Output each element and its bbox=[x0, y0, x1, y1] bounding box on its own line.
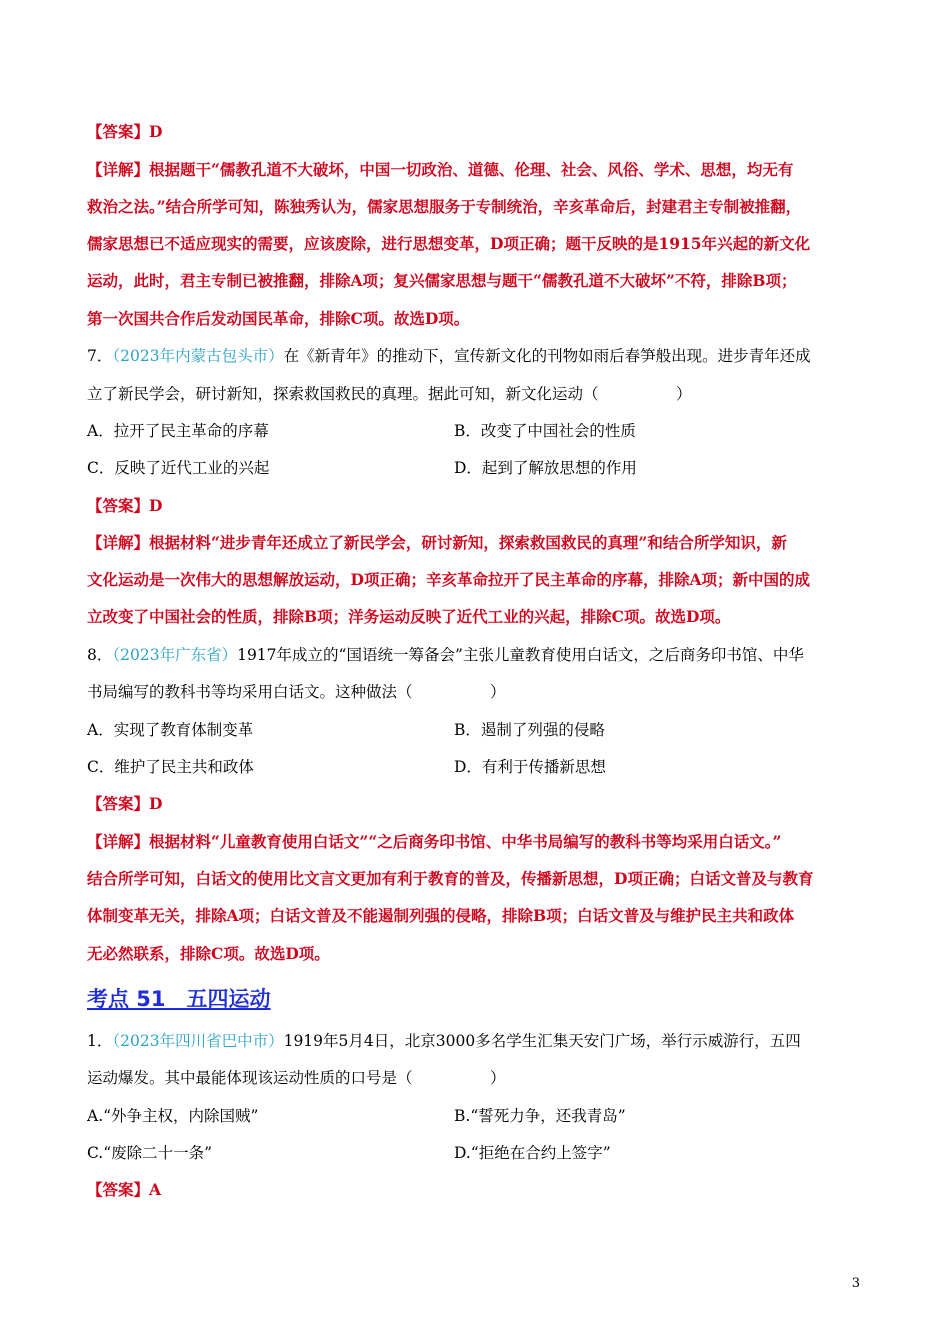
detail-line: 结合所学可知，白话文的使用比文言文更加有利于教育的普及，传播新思想，D项正确；白话文普及与教育 bbox=[87, 869, 814, 888]
detail-label: 【详解】 bbox=[87, 160, 150, 179]
question-line: 立了新民学会，研讨新知，探索救国救民的真理。据此可知，新文化运动（ ） bbox=[87, 385, 692, 403]
answer-line bbox=[87, 794, 865, 814]
detail-line bbox=[87, 533, 865, 553]
detail-line: 儒家思想已不适应现实的需要，应该废除，进行思想变革，D项正确；题干反映的是1915年兴起的新文化 bbox=[87, 234, 811, 253]
detail-line: 第一次国共合作后发动国民革命，排除C项。故选D项。 bbox=[87, 309, 470, 328]
option-c: C．反映了近代工业的兴起 bbox=[87, 459, 270, 477]
answer-value: D bbox=[149, 122, 163, 141]
answer-label: 【答案】 bbox=[87, 1180, 150, 1199]
page-number: 3 bbox=[851, 1276, 860, 1291]
answer-line bbox=[87, 122, 865, 142]
question-line bbox=[87, 346, 865, 366]
detail-line: 运动，此时，君主专制已被推翻，排除A项；复兴儒家思想与题干“儒教孔道不大破坏”不符，排除B项； bbox=[87, 271, 797, 290]
detail-label: 【详解】 bbox=[87, 533, 150, 552]
answer-label: 【答案】 bbox=[87, 122, 150, 141]
question-text: 在《新青年》的推动下，宣传新文化的刊物如雨后春笋般出现。进步青年还成 bbox=[283, 347, 811, 365]
answer-line bbox=[87, 496, 865, 516]
detail-line: 体制变革无关，排除A项；白话文普及不能遏制列强的侵略，排除B项；白话文普及与维护民主共和政体 bbox=[87, 906, 795, 925]
detail-line: 无必然联系，排除C项。故选D项。 bbox=[87, 944, 330, 963]
detail-line bbox=[87, 160, 865, 180]
question-line bbox=[87, 1031, 865, 1051]
detail-line: 救治之法。”结合所学可知，陈独秀认为，儒家思想服务于专制统治，辛亥革命后，封建君主专制被推翻， bbox=[87, 197, 802, 216]
answer-value: D bbox=[149, 794, 163, 813]
detail-text: 根据材料“儿童教育使用白话文”“之后商务印书馆、中华书局编写的教科书等均采用白话文。” bbox=[149, 832, 782, 851]
question-number: 7． bbox=[87, 347, 113, 365]
question-text: 1919年5月4日，北京3000多名学生汇集天安门广场，举行示威游行，五四 bbox=[283, 1032, 801, 1050]
question-number: 1． bbox=[87, 1032, 113, 1050]
question-line: 书局编写的教科书等均采用白话文。这种做法（ ） bbox=[87, 683, 506, 701]
detail-line bbox=[87, 832, 865, 852]
question-line: 运动爆发。其中最能体现该运动性质的口号是（ ） bbox=[87, 1069, 506, 1087]
answer-label: 【答案】 bbox=[87, 496, 150, 515]
question-number: 8． bbox=[87, 646, 113, 664]
option-d: D．起到了解放思想的作用 bbox=[454, 459, 637, 477]
answer-value: D bbox=[149, 496, 163, 515]
answer-value: A bbox=[149, 1180, 162, 1199]
option-c: C.“废除二十一条” bbox=[87, 1144, 213, 1162]
option-b: B．改变了中国社会的性质 bbox=[454, 422, 636, 440]
question-source: （2023年四川省巴中市） bbox=[112, 1032, 284, 1050]
question-line bbox=[87, 645, 865, 665]
question-source: （2023年广东省） bbox=[112, 646, 238, 664]
option-a: A．实现了教育体制变革 bbox=[87, 721, 254, 739]
option-d: D.“拒绝在合约上签字” bbox=[454, 1144, 611, 1162]
question-text: 1917年成立的“国语统一筹备会”主张儿童教育使用白话文，之后商务印书馆、中华 bbox=[237, 646, 804, 664]
detail-text: 根据题干“儒教孔道不大破坏，中国一切政治、道德、伦理、社会、风俗、学术、思想，均无有 bbox=[149, 160, 794, 179]
option-a: A．拉开了民主革命的序幕 bbox=[87, 422, 269, 440]
detail-text: 根据材料“进步青年还成立了新民学会，研讨新知，探索救国救民的真理”和结合所学知识，新 bbox=[149, 533, 787, 552]
question-source: （2023年内蒙古包头市） bbox=[112, 347, 284, 365]
detail-line: 立改变了中国社会的性质，排除B项；洋务运动反映了近代工业的兴起，排除C项。故选D项。 bbox=[87, 607, 731, 626]
detail-line: 文化运动是一次伟大的思想解放运动，D项正确；辛亥革命拉开了民主革命的序幕，排除A项；新中国的成 bbox=[87, 570, 810, 589]
section-heading: 考点 51 五四运动 bbox=[87, 987, 271, 1011]
option-a: A.“外争主权，内除国贼” bbox=[87, 1107, 259, 1125]
answer-label: 【答案】 bbox=[87, 794, 150, 813]
option-b: B.“誓死力争，还我青岛” bbox=[454, 1107, 626, 1125]
option-d: D．有利于传播新思想 bbox=[454, 758, 606, 776]
option-b: B．遏制了列强的侵略 bbox=[454, 721, 605, 739]
detail-label: 【详解】 bbox=[87, 832, 150, 851]
option-c: C．维护了民主共和政体 bbox=[87, 758, 254, 776]
answer-line bbox=[87, 1180, 865, 1200]
